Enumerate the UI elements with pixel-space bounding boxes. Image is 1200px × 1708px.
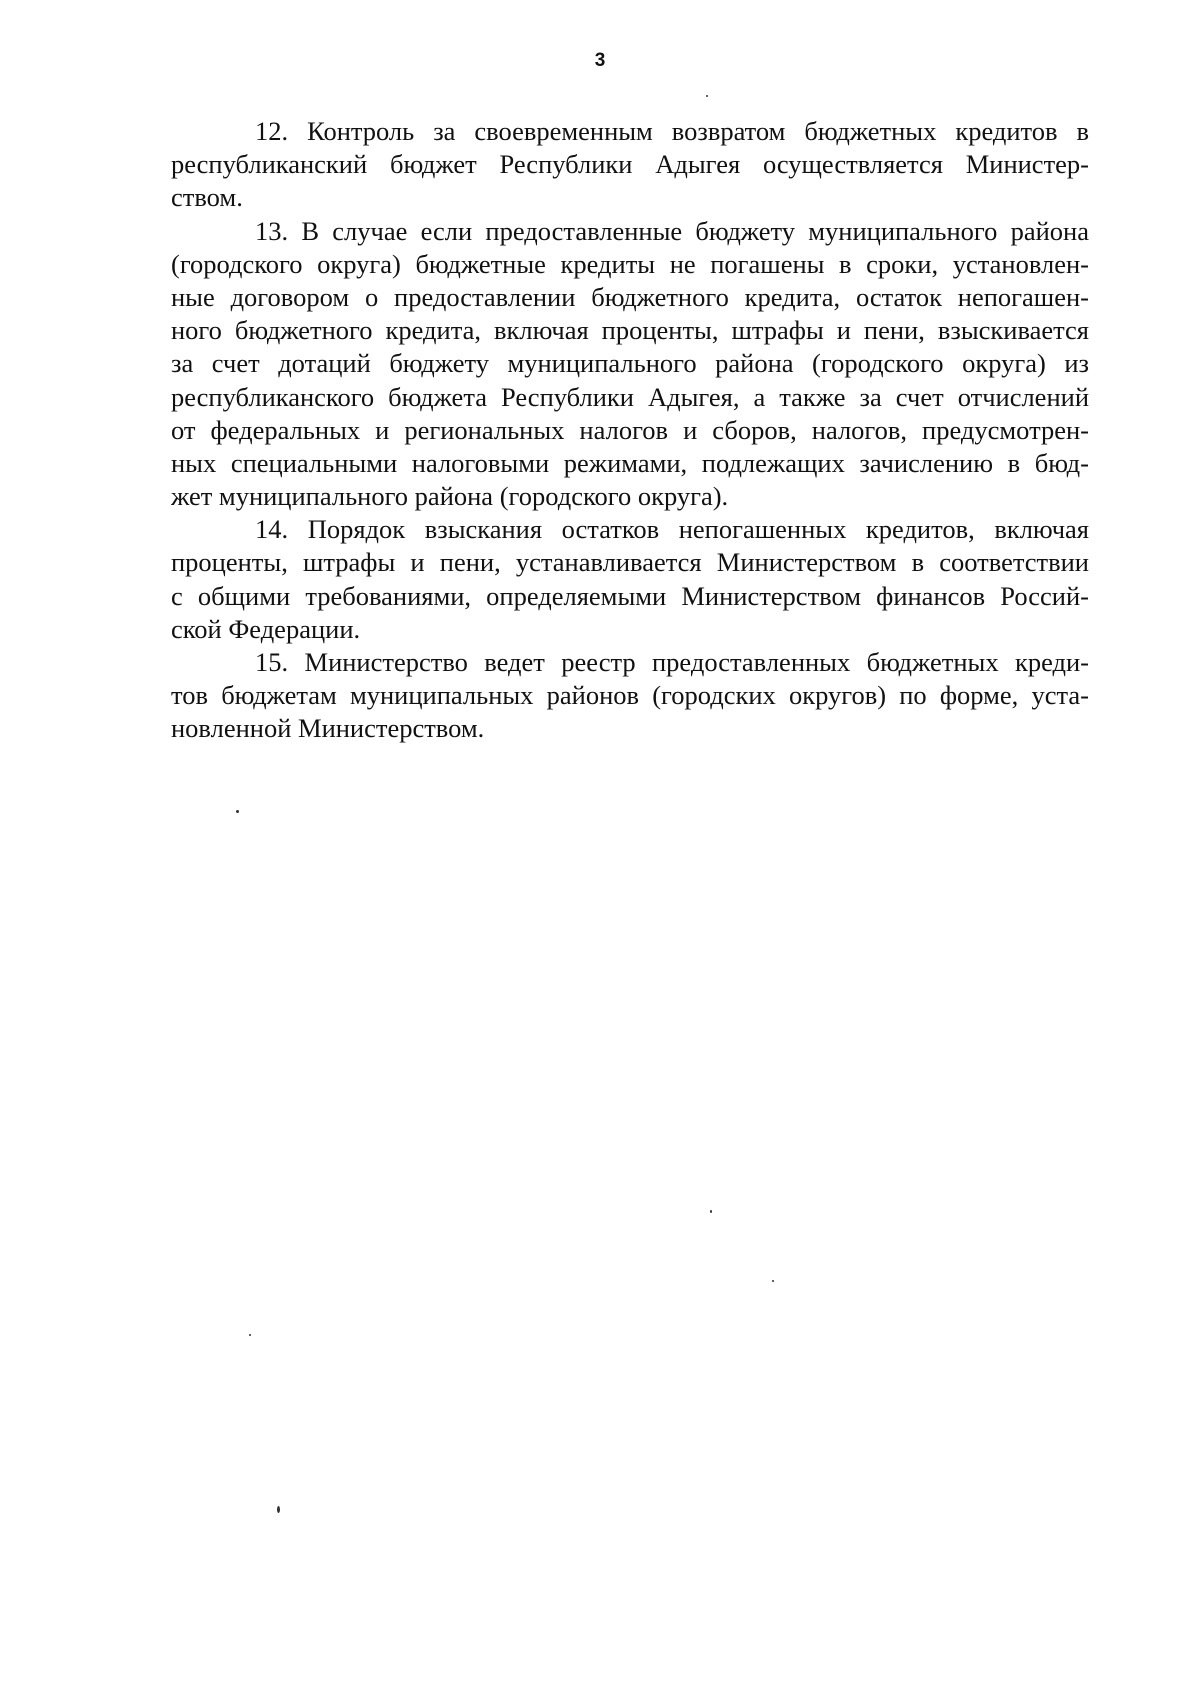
scan-speck bbox=[710, 1210, 712, 1213]
scan-speck bbox=[772, 1280, 774, 1282]
scan-speck bbox=[277, 1506, 280, 1513]
paragraph-line: 13. В случае если предоставленные бюджету муниципального района bbox=[255, 215, 1089, 246]
paragraph-line: республиканский бюджет Республики Адыгея осуществляется Министер- bbox=[171, 149, 1089, 180]
paragraph-line: проценты, штрафы и пени, устанавливается Министерством в соответствии bbox=[171, 547, 1089, 578]
paragraph-13 bbox=[171, 215, 1089, 514]
scan-speck bbox=[236, 810, 239, 813]
paragraph-line: ные договором о предоставлении бюджетного кредита, остаток непогашен- bbox=[171, 281, 1089, 312]
paragraph-line: ных специальными налоговыми режимами, подлежащих зачислению в бюд- bbox=[171, 447, 1089, 478]
paragraph-line: ного бюджетного кредита, включая проценты, штрафы и пени, взыскивается bbox=[171, 315, 1089, 346]
paragraph-line: жет муниципального района (городского округа). bbox=[171, 481, 729, 512]
paragraph-line: тов бюджетам муниципальных районов (городских округов) по форме, уста- bbox=[171, 680, 1089, 711]
paragraph-line: ской Федерации. bbox=[171, 613, 361, 644]
paragraph-line: 12. Контроль за своевременным возвратом бюджетных кредитов в bbox=[255, 116, 1089, 146]
paragraph-line: за счет дотаций бюджету муниципального района (городского округа) из bbox=[171, 348, 1089, 379]
paragraph-line: с общими требованиями, определяемыми Министерством финансов Россий- bbox=[171, 580, 1089, 611]
paragraph-line: ством. bbox=[171, 182, 243, 213]
document-body bbox=[171, 115, 1089, 746]
paragraph-line: от федеральных и региональных налогов и сборов, налогов, предусмотрен- bbox=[171, 414, 1089, 445]
paragraph-line: 15. Министерство ведет реестр предоставленных бюджетных креди- bbox=[255, 647, 1089, 677]
paragraph-14 bbox=[171, 513, 1089, 646]
paragraph-line: республиканского бюджета Республики Адыгея, а также за счет отчислений bbox=[171, 381, 1089, 412]
scan-speck bbox=[706, 95, 708, 97]
paragraph-line: 14. Порядок взыскания остатков непогашенных кредитов, включая bbox=[255, 514, 1089, 545]
scan-speck bbox=[249, 1334, 251, 1336]
page-number: 3 bbox=[594, 50, 606, 71]
paragraph-12 bbox=[171, 115, 1089, 215]
paragraph-15 bbox=[171, 646, 1089, 746]
paragraph-line: (городского округа) бюджетные кредиты не погашены в сроки, установлен- bbox=[171, 248, 1089, 279]
paragraph-line: новленной Министерством. bbox=[171, 713, 485, 744]
